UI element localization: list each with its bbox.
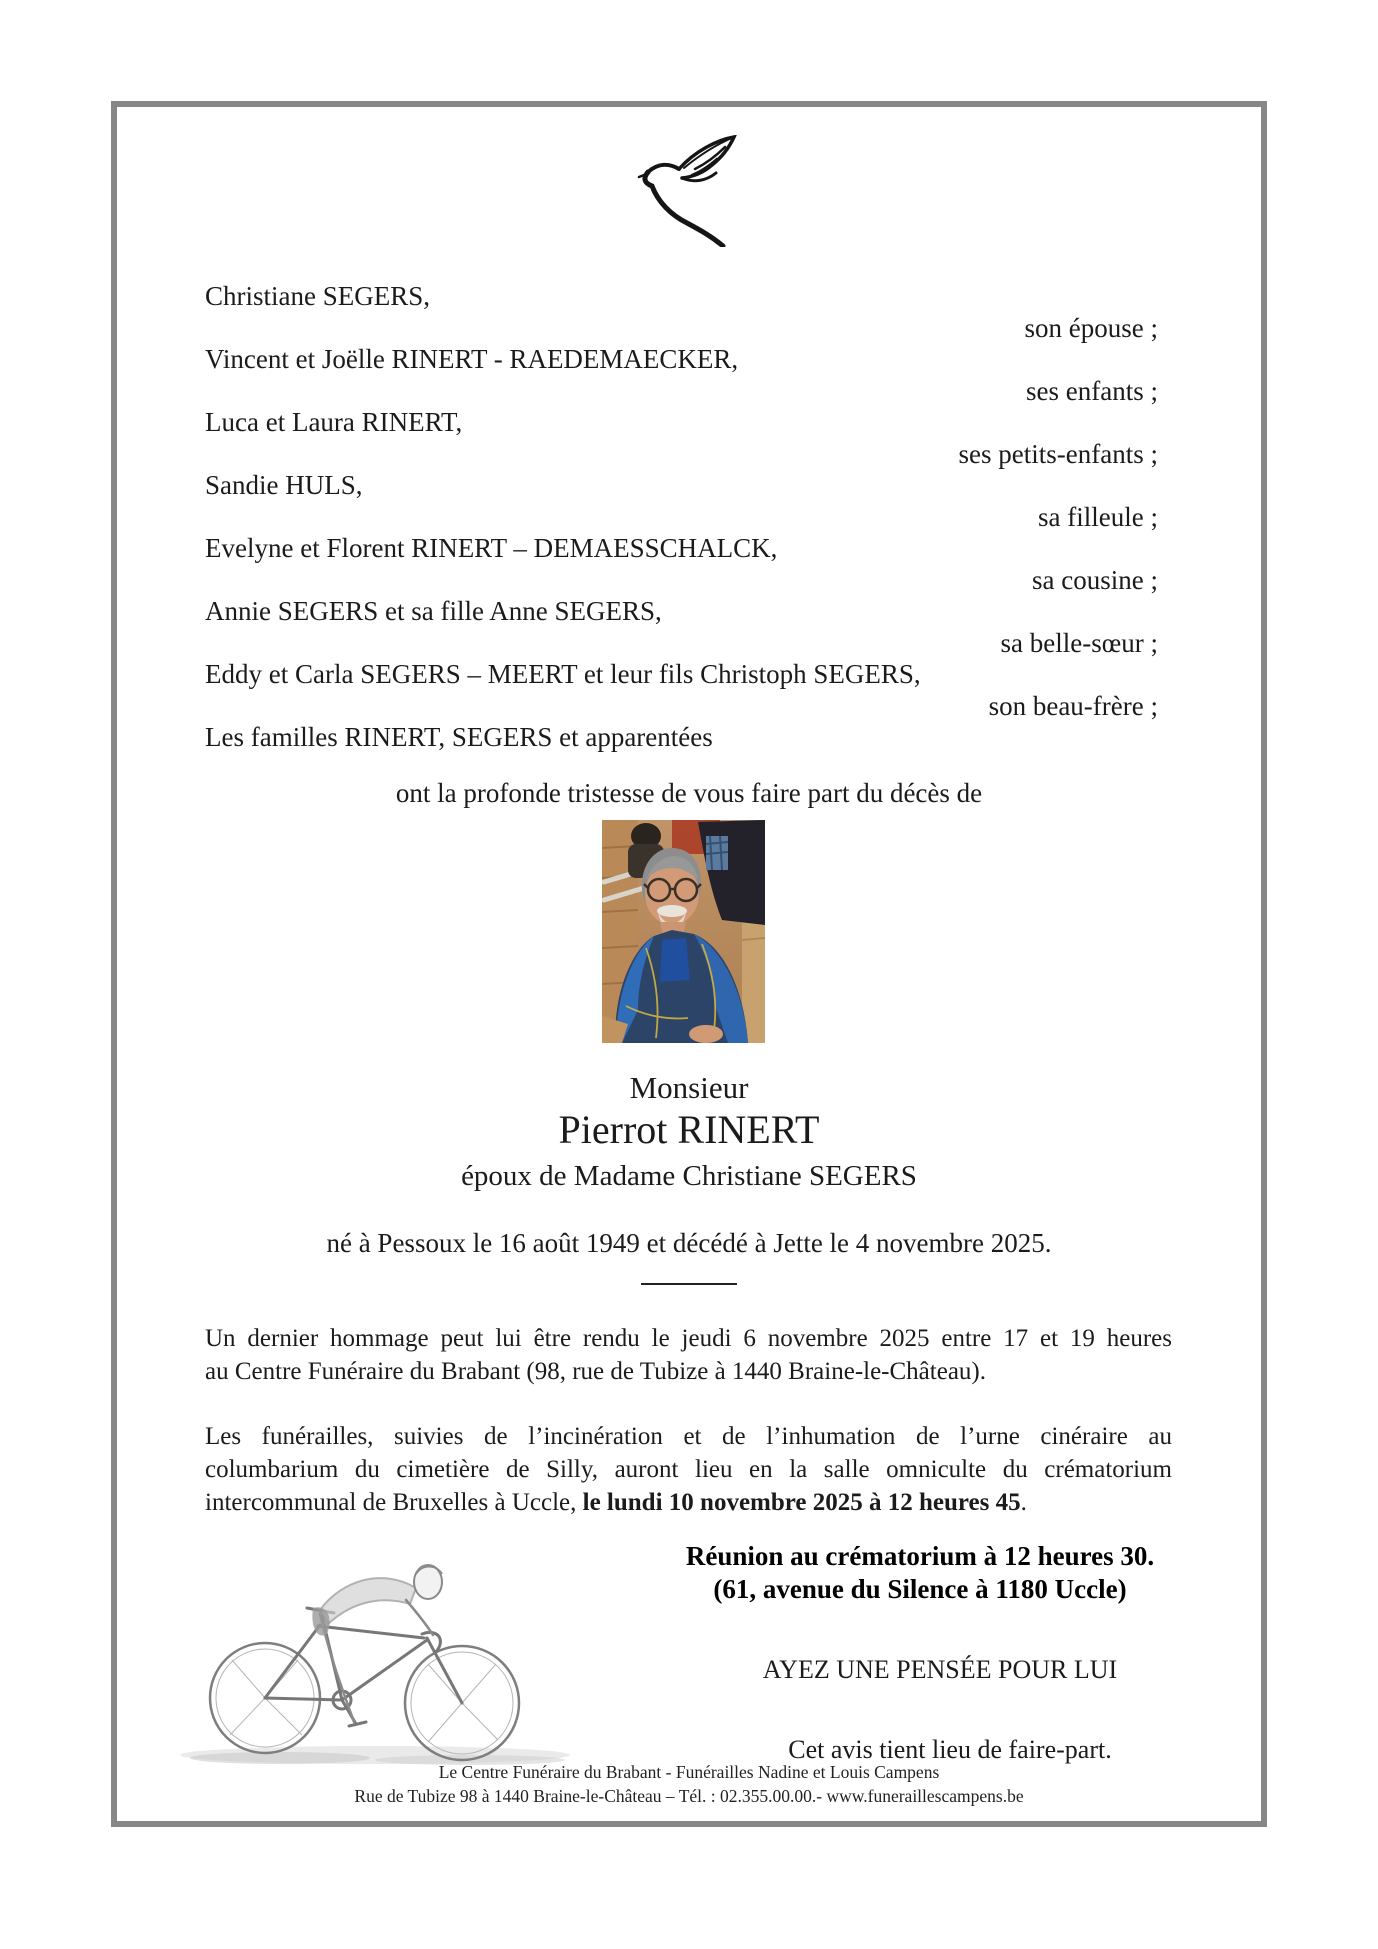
- funeral-line-end: .: [1020, 1489, 1027, 1516]
- family-name: Luca et Laura RINERT,: [205, 407, 463, 437]
- funeral-line: [205, 1486, 1172, 1519]
- family-relation: sa cousine ;: [1032, 565, 1158, 595]
- separator-rule: [641, 1283, 737, 1285]
- meeting-line1: Réunion au crématorium à 12 heures 30.: [685, 1541, 1155, 1571]
- family-relation: ses enfants ;: [1026, 376, 1158, 406]
- hommage-line: Un dernier hommage peut lui être rendu le jeudi 6 novembre 2025 entre 17 et 19 heures: [205, 1325, 1172, 1352]
- family-relation: ses petits-enfants ;: [958, 439, 1158, 469]
- family-relation: son beau-frère ;: [988, 691, 1158, 721]
- family-name: Vincent et Joëlle RINERT - RAEDEMAECKER,: [205, 344, 739, 374]
- birth-death-line: né à Pessoux le 16 août 1949 et décédé à Jette le 4 novembre 2025.: [326, 1228, 1052, 1258]
- funeral-line: columbarium du cimetière de Silly, auront lieu en la salle omniculte du crématorium: [205, 1456, 1172, 1483]
- hommage-paragraph: [205, 1322, 1172, 1388]
- family-name: Sandie HULS,: [205, 470, 363, 500]
- funeral-paragraph: [205, 1420, 1172, 1519]
- family-relation: son épouse ;: [1024, 313, 1158, 343]
- thought-line: AYEZ UNE PENSÉE POUR LUI: [762, 1655, 1118, 1684]
- notice-line: Cet avis tient lieu de faire-part.: [788, 1735, 1112, 1764]
- funeral-line-regular: intercommunal de Bruxelles à Uccle,: [205, 1489, 583, 1516]
- meeting-block: [660, 1540, 1180, 1606]
- portrait-photo: [602, 820, 765, 1043]
- family-name: Evelyne et Florent RINERT – DEMAESSCHALCK,: [205, 533, 778, 563]
- meeting-line2: (61, avenue du Silence à 1180 Uccle): [713, 1574, 1127, 1604]
- spouse-line: époux de Madame Christiane SEGERS: [461, 1160, 917, 1192]
- family-name: Les familles RINERT, SEGERS et apparentées: [205, 722, 713, 752]
- family-name: Annie SEGERS et sa fille Anne SEGERS,: [205, 596, 662, 626]
- funeral-home-address: Rue de Tubize 98 à 1440 Braine-le-Château – Tél. : 02.355.00.00.- www.funeraillescampens.be: [354, 1786, 1024, 1806]
- family-relation: sa filleule ;: [1038, 502, 1158, 532]
- family-name: Christiane SEGERS,: [205, 281, 431, 311]
- funeral-date-bold: le lundi 10 novembre 2025 à 12 heures 45: [582, 1489, 1021, 1516]
- deceased-title: Monsieur: [629, 1070, 749, 1105]
- announcement-line: ont la profonde tristesse de vous faire part du décès de: [395, 778, 983, 808]
- funeral-home-name: Le Centre Funéraire du Brabant - Funérailles Nadine et Louis Campens: [438, 1762, 940, 1782]
- family-relation: sa belle-sœur ;: [1000, 628, 1158, 658]
- hommage-line: au Centre Funéraire du Brabant (98, rue de Tubize à 1440 Braine-le-Château).: [205, 1358, 986, 1385]
- dove-icon: [636, 135, 741, 247]
- deceased-name: Pierrot RINERT: [558, 1107, 820, 1152]
- funeral-line: Les funérailles, suivies de l’incinération et de l’inhumation de l’urne cinéraire au: [205, 1423, 1172, 1450]
- cyclist-sketch-icon: [170, 1540, 580, 1775]
- family-name: Eddy et Carla SEGERS – MEERT et leur fils Christoph SEGERS,: [205, 659, 921, 689]
